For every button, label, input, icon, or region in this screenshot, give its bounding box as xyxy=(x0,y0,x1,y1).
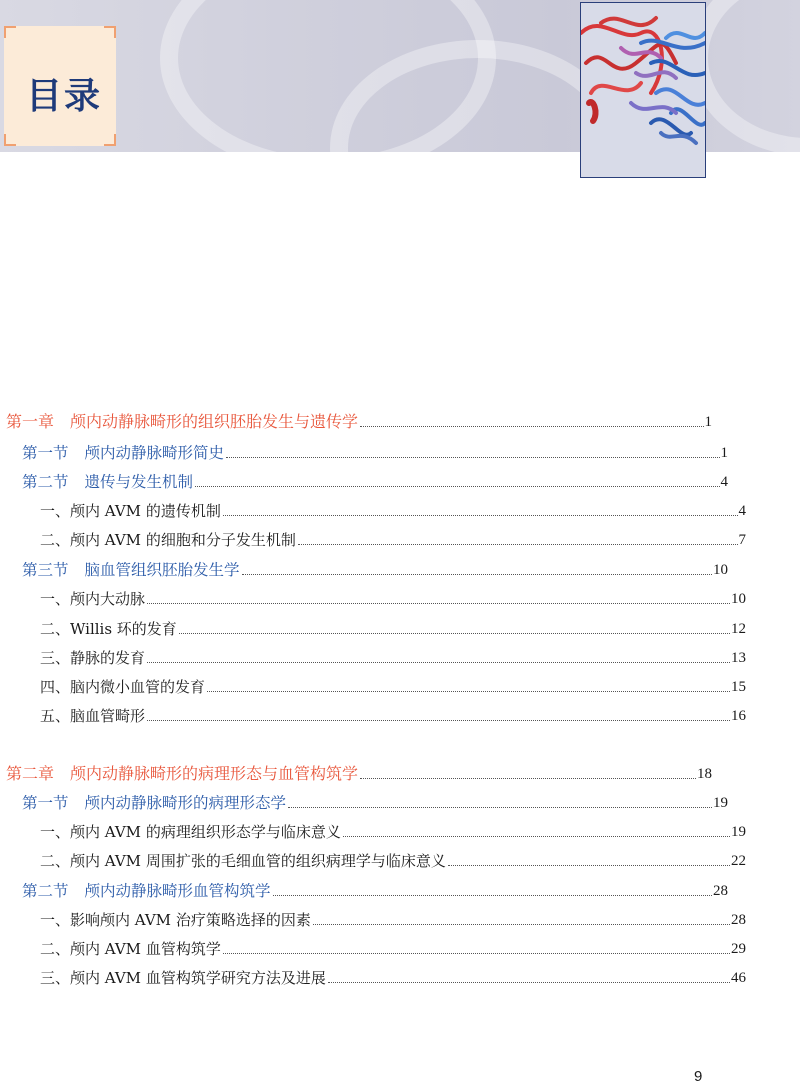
toc-section[interactable] xyxy=(0,436,728,462)
toc-entry-label xyxy=(6,413,360,431)
toc-page-number: 15 xyxy=(731,679,746,695)
toc-entry-label: 四、脑内微小血管的发育 xyxy=(40,678,206,696)
dot-leader xyxy=(147,662,730,663)
toc-entry-label xyxy=(22,882,273,900)
dot-leader xyxy=(343,836,730,837)
page-number: 9 xyxy=(694,1068,703,1085)
dot-leader xyxy=(313,924,730,925)
dot-leader xyxy=(288,807,712,808)
toc-page-number: 18 xyxy=(697,766,712,782)
vessel-illustration xyxy=(580,2,706,178)
toc-item[interactable] xyxy=(0,612,746,638)
dot-leader xyxy=(360,426,703,427)
dot-leader xyxy=(273,895,712,896)
toc-entry-number: 第一节 xyxy=(22,794,69,812)
toc-item[interactable] xyxy=(0,815,746,841)
toc-page-number: 19 xyxy=(731,824,746,840)
dot-leader xyxy=(223,515,738,516)
toc-entry-label: 二、Willis 环的发育 xyxy=(40,620,177,638)
toc-entry-label: 二、颅内 AVM 的细胞和分子发生机制 xyxy=(40,531,296,549)
toc-entry-label xyxy=(22,473,195,491)
toc-entry-label: 五、脑血管畸形 xyxy=(40,707,146,725)
toc-entry-number: 第一节 xyxy=(22,444,69,462)
toc-entry-label: 二、颅内 AVM 血管构筑学 xyxy=(40,940,221,958)
toc-page-number: 19 xyxy=(713,795,728,811)
toc-entry-label xyxy=(22,444,226,462)
toc-entry-title: 遗传与发生机制 xyxy=(84,473,194,491)
toc-item[interactable] xyxy=(0,523,746,549)
toc-page-number: 28 xyxy=(731,912,746,928)
dot-leader xyxy=(147,720,730,721)
toc-entry-label: 二、颅内 AVM 周围扩张的毛细血管的组织病理学与临床意义 xyxy=(40,852,446,870)
dot-leader xyxy=(195,486,719,487)
toc-page-number: 1 xyxy=(720,445,728,461)
toc-entry-label: 三、颅内 AVM 血管构筑学研究方法及进展 xyxy=(40,969,326,987)
toc-entry-label xyxy=(22,794,288,812)
toc-item[interactable] xyxy=(0,699,746,725)
toc-entry-label xyxy=(22,561,242,579)
toc-item[interactable] xyxy=(0,903,746,929)
toc-entry-label: 一、影响颅内 AVM 治疗策略选择的因素 xyxy=(40,911,311,929)
dot-leader xyxy=(360,778,696,779)
toc-page-number: 12 xyxy=(731,621,746,637)
toc-entry-title: 颅内动静脉畸形简史 xyxy=(84,444,225,462)
toc-entry-number: 第二节 xyxy=(22,473,69,491)
toc-entry-number: 第二章 xyxy=(6,764,55,783)
toc-item[interactable] xyxy=(0,670,746,696)
dot-leader xyxy=(207,691,730,692)
toc-item[interactable] xyxy=(0,494,746,520)
dot-leader xyxy=(226,457,719,458)
dot-leader xyxy=(328,982,730,983)
toc-item[interactable] xyxy=(0,961,746,987)
toc-section[interactable] xyxy=(0,553,728,579)
toc-page-number: 10 xyxy=(713,562,728,578)
toc-entry-number: 第二节 xyxy=(22,882,69,900)
dot-leader xyxy=(179,633,730,634)
toc-entry-title: 颅内动静脉畸形血管构筑学 xyxy=(84,882,271,900)
toc-page-number: 1 xyxy=(704,414,712,430)
page-title: 目录 xyxy=(26,76,103,117)
toc-page-number: 29 xyxy=(731,941,746,957)
toc-page-number: 28 xyxy=(713,883,728,899)
toc-entry-label xyxy=(6,765,360,783)
toc-chapter[interactable] xyxy=(0,405,712,431)
dot-leader xyxy=(242,574,712,575)
toc-item[interactable] xyxy=(0,932,746,958)
toc-entry-number: 第一章 xyxy=(6,412,55,431)
toc-page-number: 46 xyxy=(731,970,746,986)
toc-entry-title: 颅内动静脉畸形的组织胚胎发生与遗传学 xyxy=(70,412,359,431)
toc-page-number: 13 xyxy=(731,650,746,666)
toc-entry-label: 一、颅内 AVM 的遗传机制 xyxy=(40,502,221,520)
toc-entry-label: 三、静脉的发育 xyxy=(40,649,146,667)
toc-entry-title: 颅内动静脉畸形的病理形态学 xyxy=(84,794,287,812)
dot-leader xyxy=(223,953,730,954)
dot-leader xyxy=(147,603,730,604)
toc-section[interactable] xyxy=(0,465,728,491)
toc-page-number: 10 xyxy=(731,591,746,607)
toc-chapter[interactable] xyxy=(0,757,712,783)
dot-leader xyxy=(298,544,738,545)
toc-entry-title: 脑血管组织胚胎发生学 xyxy=(84,561,240,579)
toc-section[interactable] xyxy=(0,874,728,900)
toc-entry-label: 一、颅内大动脉 xyxy=(40,590,146,608)
toc-entry-number: 第三节 xyxy=(22,561,69,579)
toc-item[interactable] xyxy=(0,641,746,667)
toc-page-number: 16 xyxy=(731,708,746,724)
toc-section[interactable] xyxy=(0,786,728,812)
toc-entry-label: 一、颅内 AVM 的病理组织形态学与临床意义 xyxy=(40,823,341,841)
toc-page-number: 4 xyxy=(738,503,746,519)
toc-page-number: 7 xyxy=(738,532,746,548)
toc-entry-title: 颅内动静脉畸形的病理形态与血管构筑学 xyxy=(70,764,359,783)
dot-leader xyxy=(448,865,730,866)
toc-item[interactable] xyxy=(0,844,746,870)
toc-item[interactable] xyxy=(0,582,746,608)
toc-page-number: 4 xyxy=(720,474,728,490)
toc-page-number: 22 xyxy=(731,853,746,869)
